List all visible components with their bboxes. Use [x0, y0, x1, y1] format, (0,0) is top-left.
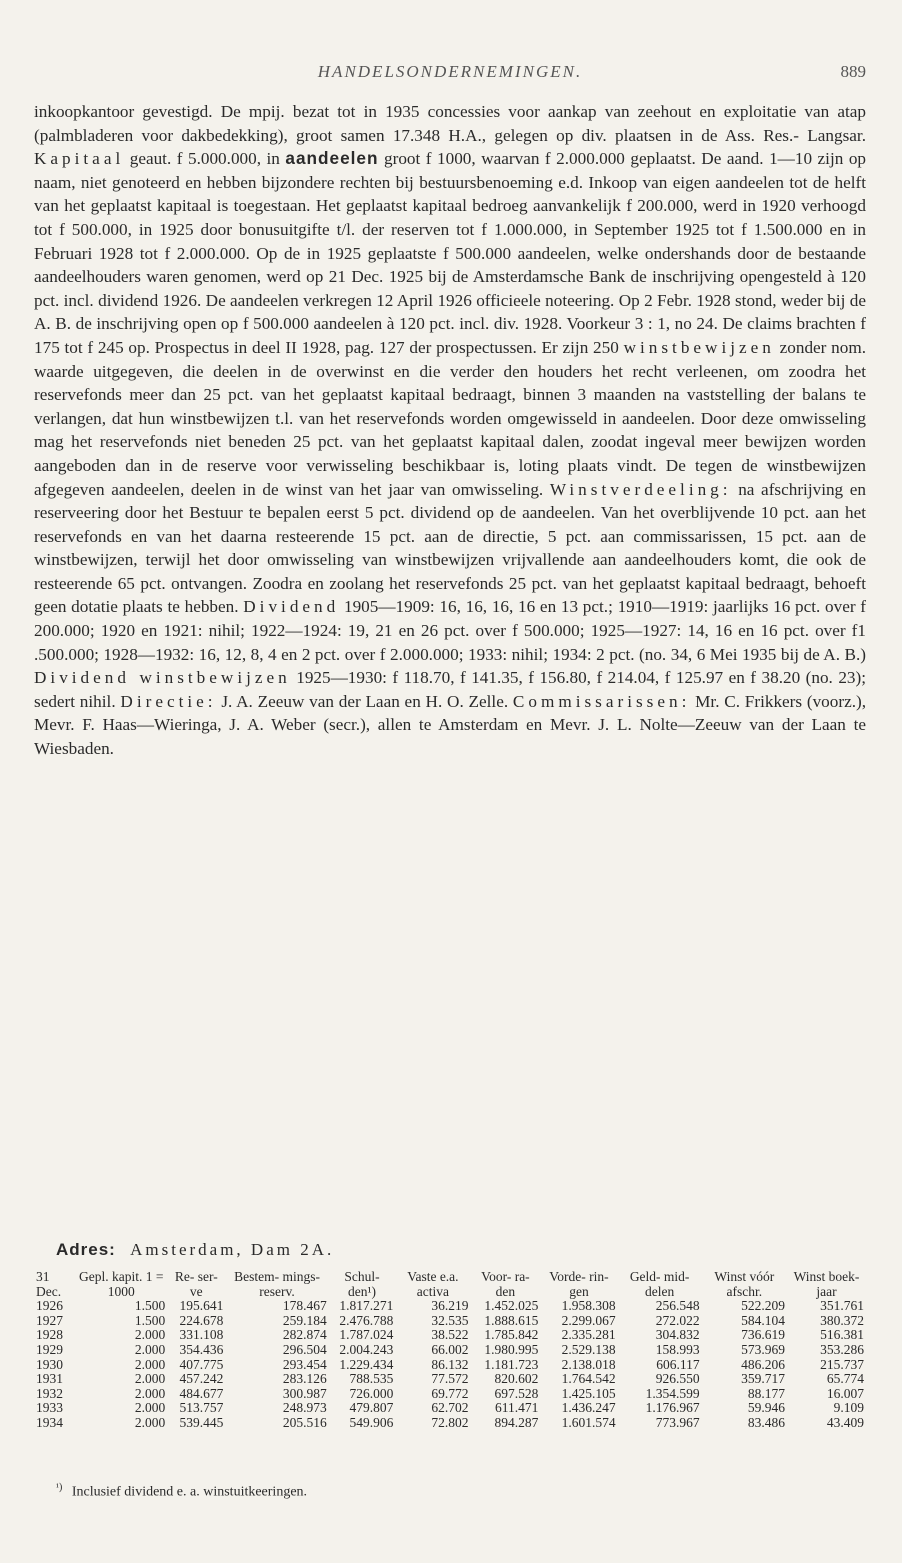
- table-row: [34, 1401, 866, 1416]
- table-cell: 1.601.574: [561, 1414, 616, 1430]
- table-cell: 2.476.788: [339, 1312, 394, 1328]
- table-cell: 72.802: [431, 1414, 469, 1430]
- col-header-profit-before: Winst vóór afschr.: [714, 1269, 775, 1299]
- dividend-winstbewijzen-heading: Dividend winstbewijzen: [34, 668, 291, 688]
- table-cell: 69.772: [431, 1385, 469, 1401]
- col-header-capital: Gepl. kapit. 1 = 1000: [78, 1269, 164, 1299]
- table-cell: 331.108: [179, 1327, 224, 1343]
- table-cell: 479.807: [349, 1400, 394, 1416]
- intro-text: inkoopkantoor gevestigd. De mpij. bezat tot in 1935 concessies voor aankap van zeehout en exploitatie van atap (palmbladeren voor dakbedekking), groot samen 17.348 H.A., gelegen op div. plaatsen in de Ass. Res.- Langsar.: [34, 102, 866, 145]
- directie-heading: Directie:: [120, 691, 217, 711]
- table-cell: 205.516: [282, 1414, 327, 1430]
- table-cell: 1.980.995: [484, 1341, 539, 1357]
- table-cell: 1928: [36, 1327, 63, 1343]
- table-cell: 248.973: [282, 1400, 327, 1416]
- table-cell: 304.832: [655, 1327, 700, 1343]
- col-header-date: 31 Dec.: [36, 1269, 62, 1299]
- table-cell: 788.535: [349, 1371, 394, 1387]
- table-cell: 584.104: [741, 1312, 785, 1328]
- table-cell: 2.138.018: [561, 1356, 616, 1372]
- table-cell: 486.206: [741, 1356, 785, 1372]
- table-cell: 36.219: [431, 1298, 469, 1314]
- table-row: [34, 1358, 866, 1373]
- commissarissen-text: Mr. C. Frikkers (voorz.), Mevr. F. Haas—Wieringa, J. A. Weber (secr.), allen te Amsterdam en Mevr. J. L. Nolte—Zeeuw van der Laan te Wiesbaden.: [34, 691, 867, 759]
- table-cell: 2.000: [134, 1327, 166, 1343]
- table-cell: 2.000: [134, 1400, 166, 1416]
- table-row: [34, 1387, 866, 1402]
- table-cell: 573.969: [741, 1341, 785, 1357]
- table-body: [34, 1299, 866, 1430]
- table-row: [34, 1314, 866, 1329]
- kapitaal-heading: Kapitaal: [34, 149, 125, 169]
- table-cell: 178.467: [282, 1298, 327, 1314]
- table-cell: 1931: [36, 1371, 63, 1387]
- table-cell: 59.946: [747, 1400, 785, 1416]
- footnote-marker: ¹): [56, 1482, 63, 1493]
- table-cell: 195.641: [179, 1298, 224, 1314]
- table-cell: 272.022: [655, 1312, 700, 1328]
- table-cell: 380.372: [820, 1312, 864, 1328]
- table-cell: 66.002: [431, 1341, 469, 1357]
- table-cell: 300.987: [282, 1385, 327, 1401]
- table-cell: 2.000: [134, 1371, 166, 1387]
- table-cell: 407.775: [179, 1356, 224, 1372]
- col-header-reserve: Re- ser- ve: [174, 1269, 218, 1299]
- table-cell: 1.181.723: [484, 1356, 539, 1372]
- table-cell: 926.550: [655, 1371, 700, 1387]
- table-cell: 38.522: [431, 1327, 469, 1343]
- col-header-fixed-assets: Vaste e.a. activa: [407, 1269, 459, 1299]
- table-cell: 88.177: [747, 1385, 785, 1401]
- table-cell: 2.299.067: [561, 1312, 616, 1328]
- directie-text: J. A. Zeeuw van der Laan en H. O. Zelle.: [221, 691, 509, 711]
- table-cell: 9.109: [833, 1400, 864, 1416]
- table-cell: 1.229.434: [339, 1356, 394, 1372]
- table-cell: 1926: [36, 1298, 63, 1314]
- table-cell: 1934: [36, 1414, 63, 1430]
- address-label: Adres:: [56, 1240, 116, 1259]
- table-cell: 1.176.967: [645, 1400, 700, 1416]
- table-cell: 83.486: [747, 1414, 785, 1430]
- kapitaal-text: geaut. f 5.000.000, in: [129, 149, 280, 169]
- winstbewijzen-heading: winstbewijzen: [623, 337, 775, 357]
- table-cell: 2.529.138: [561, 1341, 616, 1357]
- body-text: [34, 100, 866, 761]
- table-cell: 16.007: [826, 1385, 864, 1401]
- table-row: [34, 1343, 866, 1358]
- page-header: [34, 62, 866, 86]
- table-cell: 1.785.842: [484, 1327, 539, 1343]
- company-paragraph: [34, 100, 866, 761]
- table-cell: 1.958.308: [561, 1298, 616, 1314]
- winstverdeeling-heading: Winstverdeeling:: [549, 479, 732, 499]
- winstbewijzen-text: zonder nom. waarde uitgegeven, die deelen in de overwinst en die verder den houders het recht verleenen, om zoodra het reservefonds meer dan 25 pct. van het geplaatst kapitaal bedraagt, binnen 3 maanden na vaststelling der balans te verlangen, dat hun winstbewijzen t.l. van het reservefonds worden omgewisseld in aandeelen. Door deze omwisseling mag het reservefonds niet beneden 25 pct. van het geplaatst kapitaal dalen, zoodat ingeval meer bewijzen worden aangeboden dan in de reserve voor verwisseling beschikbaar is, loting plaats vindt. De tegen de winstbewijzen afgegeven aandeelen, deelen in de winst van het jaar van omwisseling.: [34, 337, 866, 499]
- table-cell: 296.504: [282, 1341, 327, 1357]
- footnote: [56, 1482, 307, 1501]
- table-row: [34, 1416, 866, 1431]
- table-row: [34, 1372, 866, 1387]
- table-cell: 1929: [36, 1341, 63, 1357]
- table-cell: 354.436: [179, 1341, 224, 1357]
- table-cell: 32.535: [431, 1312, 469, 1328]
- table-cell: 1.425.105: [561, 1385, 616, 1401]
- table-cell: 773.967: [655, 1414, 700, 1430]
- table-cell: 1.452.025: [484, 1298, 539, 1314]
- col-header-profit-year: Winst boek- jaar: [793, 1269, 860, 1299]
- table-cell: 726.000: [349, 1385, 394, 1401]
- page-number: 889: [840, 62, 866, 81]
- winstverdeeling-text: na afschrijving en reserveering door het Bestuur te bepalen eerst 5 pct. dividend op de aandeelen. Van het overblijvende 10 pct. aan het reservefonds en van het daarna resteerende 15 pct. aan de directie, 5 pct. aan commissarissen, 15 pct. aan de winstbewijzen, terwijl het door omwisseling van winstbewijzen vrijvallende aan aandeelhouders komt, die ook de resteerende 65 pct. ontvangen. Zoodra en zoolang het reservefonds 25 pct. van het geplaatst kapitaal bedraagt, behoeft geen dotatie plaats te hebben.: [34, 479, 867, 617]
- col-header-stocks: Voor- ra- den: [481, 1269, 530, 1299]
- financial-table: [34, 1270, 866, 1431]
- table-cell: 1.787.024: [339, 1327, 394, 1343]
- table-cell: 522.209: [741, 1298, 785, 1314]
- table-cell: 65.774: [826, 1371, 864, 1387]
- table-cell: 158.993: [655, 1341, 700, 1357]
- table-cell: 293.454: [282, 1356, 327, 1372]
- running-title: HANDELSONDERNEMINGEN.: [317, 62, 583, 81]
- table-cell: 820.602: [494, 1371, 539, 1387]
- table-cell: 62.702: [431, 1400, 469, 1416]
- aandeelen-heading: aandeelen: [285, 148, 379, 169]
- table-cell: 2.335.281: [561, 1327, 616, 1343]
- table-cell: 215.737: [820, 1356, 864, 1372]
- table-row: [34, 1328, 866, 1343]
- table-cell: 894.287: [494, 1414, 539, 1430]
- table-cell: 1.817.271: [339, 1298, 394, 1314]
- dividend-winstbewijzen-text: 1925—1930: f 118.70, f 141.35, f 156.80, f 214.04, f 125.97 en f 38.20 (no. 23); sedert nihil.: [34, 668, 867, 711]
- table-header: [34, 1270, 866, 1299]
- table-cell: 606.117: [656, 1356, 700, 1372]
- table-cell: 77.572: [431, 1371, 469, 1387]
- table-cell: 2.000: [134, 1341, 166, 1357]
- table-cell: 43.409: [826, 1414, 864, 1430]
- commissarissen-heading: Commissarissen:: [512, 691, 691, 711]
- table-cell: 2.000: [134, 1385, 166, 1401]
- col-header-appropriated-reserve: Bestem- mings- reserv.: [234, 1269, 320, 1299]
- table-row: [34, 1299, 866, 1314]
- table-cell: 1933: [36, 1400, 63, 1416]
- table-cell: 353.286: [820, 1341, 864, 1357]
- table-cell: 539.445: [179, 1414, 224, 1430]
- table-cell: 283.126: [282, 1371, 327, 1387]
- table-cell: 351.761: [820, 1298, 864, 1314]
- address-line: [56, 1240, 334, 1260]
- table-cell: 359.717: [741, 1371, 785, 1387]
- table-cell: 736.619: [741, 1327, 785, 1343]
- table-cell: 484.677: [179, 1385, 224, 1401]
- table-cell: 1.500: [134, 1298, 166, 1314]
- table-cell: 1.500: [134, 1312, 166, 1328]
- table-cell: 86.132: [431, 1356, 469, 1372]
- table-cell: 256.548: [655, 1298, 700, 1314]
- footnote-text: Inclusief dividend e. a. winstuitkeeringen.: [71, 1484, 308, 1500]
- aandeelen-text: groot f 1000, waarvan f 2.000.000 geplaatst. De aand. 1—10 zijn op naam, niet genoteerd en hebben bijzondere rechten bij bestuursbenoeming e.d. Inkoop van eigen aandeelen tot de helft van het geplaatst kapitaal is toegestaan. Het geplaatst kapitaal bedroeg aanvankelijk f 200.000, werd in 1920 verhoogd tot f 500.000, in 1925 door bonusuitgifte t/l. der reserven tot f 1.000.000, in September 1925 tot f 1.500.000 en in Februari 1928 tot f 2.000.000. Op de in 1925 geplaatste f 500.000 aandeelen, welke ondershands door de bestaande aandeelhouders waren genomen, werd op 21 Dec. 1925 bij de Amsterdamsche Bank de inschrijving opengesteld à 120 pct. incl. dividend 1926. De aandeelen verkregen 12 April 1926 officieele noteering. Op 2 Febr. 1928 stond, weder bij de A. B. de inschrijving open op f 500.000 aandeelen à 120 pct. incl. div. 1928. Voorkeur 3 : 1, no 24. De claims brachten f 175 tot f 245 op. Prospectus in deel II 1928, pag. 127 der prospectussen. Er zijn 250: [34, 149, 867, 357]
- table-cell: 1927: [36, 1312, 63, 1328]
- table-cell: 224.678: [179, 1312, 224, 1328]
- table-cell: 697.528: [494, 1385, 539, 1401]
- table-cell: 513.757: [179, 1400, 224, 1416]
- table-cell: 516.381: [820, 1327, 864, 1343]
- table-cell: 2.004.243: [339, 1341, 394, 1357]
- table-cell: 457.242: [179, 1371, 224, 1387]
- address-value: Amsterdam, Dam 2A.: [130, 1240, 335, 1259]
- table-cell: 1932: [36, 1385, 63, 1401]
- table-cell: 1.436.247: [561, 1400, 616, 1416]
- table-cell: 1.354.599: [645, 1385, 700, 1401]
- dividend-text: 1905—1909: 16, 16, 16, 16 en 13 pct.; 1910—1919: jaarlijks 16 pct. over f 200.000; 1920 en 1921: nihil; 1922—1924: 19, 21 en 26 pct. over f 500.000; 1925—1927: 14, 16 en 16 pct. over f1 .500.000; 1928—1932: 16, 12, 8, 4 en 2 pct. over f 2.000.000; 1933: nihil; 1934: 2 pct. (no. 34, 6 Mei 1935 bij de A. B.): [34, 597, 867, 664]
- table-cell: 611.471: [494, 1400, 539, 1416]
- table-cell: 2.000: [134, 1356, 166, 1372]
- table-cell: 549.906: [349, 1414, 394, 1430]
- table-header-row: [34, 1270, 866, 1299]
- dividend-heading: Dividend: [243, 597, 340, 617]
- table-cell: 2.000: [134, 1414, 166, 1430]
- col-header-cash: Geld- mid- delen: [629, 1269, 690, 1299]
- col-header-receivables: Vorde- rin- gen: [549, 1269, 609, 1299]
- col-header-debts: Schul- den¹): [344, 1269, 380, 1299]
- table-cell: 259.184: [282, 1312, 327, 1328]
- table-cell: 1.764.542: [561, 1371, 616, 1387]
- table-cell: 1.888.615: [484, 1312, 539, 1328]
- table-cell: 282.874: [282, 1327, 327, 1343]
- table-cell: 1930: [36, 1356, 63, 1372]
